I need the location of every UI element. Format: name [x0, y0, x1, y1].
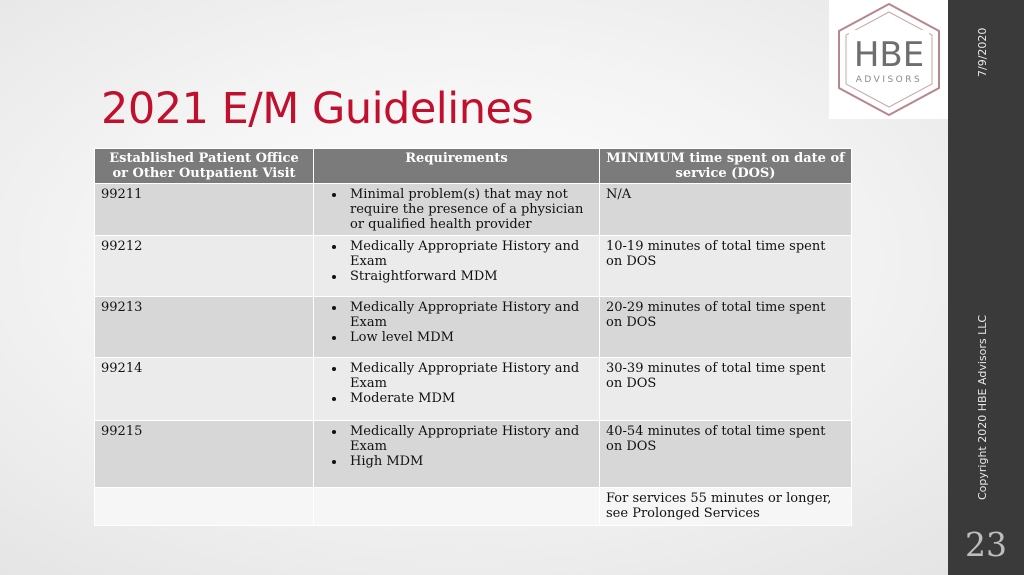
table-row	[95, 488, 852, 526]
requirement-item: • High MDM	[346, 454, 593, 469]
header-visit-type: Established Patient Office or Other Outpatient Visit	[95, 149, 314, 184]
table-row	[95, 297, 852, 358]
requirements-cell	[314, 297, 600, 358]
requirements-cell	[314, 488, 600, 526]
visit-code: 99215	[95, 421, 314, 488]
requirement-item: • Medically Appropriate History and Exam	[346, 361, 593, 391]
visit-code: 99212	[95, 236, 314, 297]
requirements-cell	[314, 421, 600, 488]
slide-title: 2021 E/M Guidelines	[101, 84, 534, 134]
header-requirements: Requirements	[314, 149, 600, 184]
time-cell: 10-19 minutes of total time spent on DOS	[600, 236, 852, 297]
requirements-cell	[314, 236, 600, 297]
visit-code: 99214	[95, 358, 314, 421]
time-cell: 40-54 minutes of total time spent on DOS	[600, 421, 852, 488]
table-row	[95, 358, 852, 421]
requirements-cell	[314, 358, 600, 421]
copyright-notice: Copyright 2020 HBE Advisors LLC	[976, 314, 989, 500]
requirement-item: • Straightforward MDM	[346, 269, 593, 284]
time-cell: For services 55 minutes or longer, see Prolonged Services	[600, 488, 852, 526]
table-row	[95, 184, 852, 236]
time-cell: 20-29 minutes of total time spent on DOS	[600, 297, 852, 358]
logo-text-hbe: HBE	[853, 35, 925, 75]
table-row	[95, 236, 852, 297]
visit-code: 99213	[95, 297, 314, 358]
visit-code	[95, 488, 314, 526]
header-minimum-time: MINIMUM time spent on date of service (DOS)	[600, 149, 852, 184]
table-row	[95, 421, 852, 488]
requirements-cell	[314, 184, 600, 236]
hbe-logo-graphic	[829, 0, 948, 119]
requirement-item: • Minimal problem(s) that may not require the presence of a physician or qualified health provider	[346, 187, 593, 232]
requirement-item: • Medically Appropriate History and Exam	[346, 239, 593, 269]
time-cell: N/A	[600, 184, 852, 236]
requirement-item: • Medically Appropriate History and Exam	[346, 424, 593, 454]
visit-code: 99211	[95, 184, 314, 236]
em-guidelines-table	[94, 148, 852, 526]
hbe-logo	[829, 0, 948, 119]
logo-text-advisors: ADVISORS	[855, 75, 923, 85]
table-header-row	[95, 149, 852, 184]
time-cell: 30-39 minutes of total time spent on DOS	[600, 358, 852, 421]
requirement-item: • Medically Appropriate History and Exam	[346, 300, 593, 330]
page-number: 23	[965, 525, 1007, 564]
requirement-item: • Low level MDM	[346, 330, 593, 345]
requirement-item: • Moderate MDM	[346, 391, 593, 406]
slide-date: 7/9/2020	[976, 27, 989, 77]
